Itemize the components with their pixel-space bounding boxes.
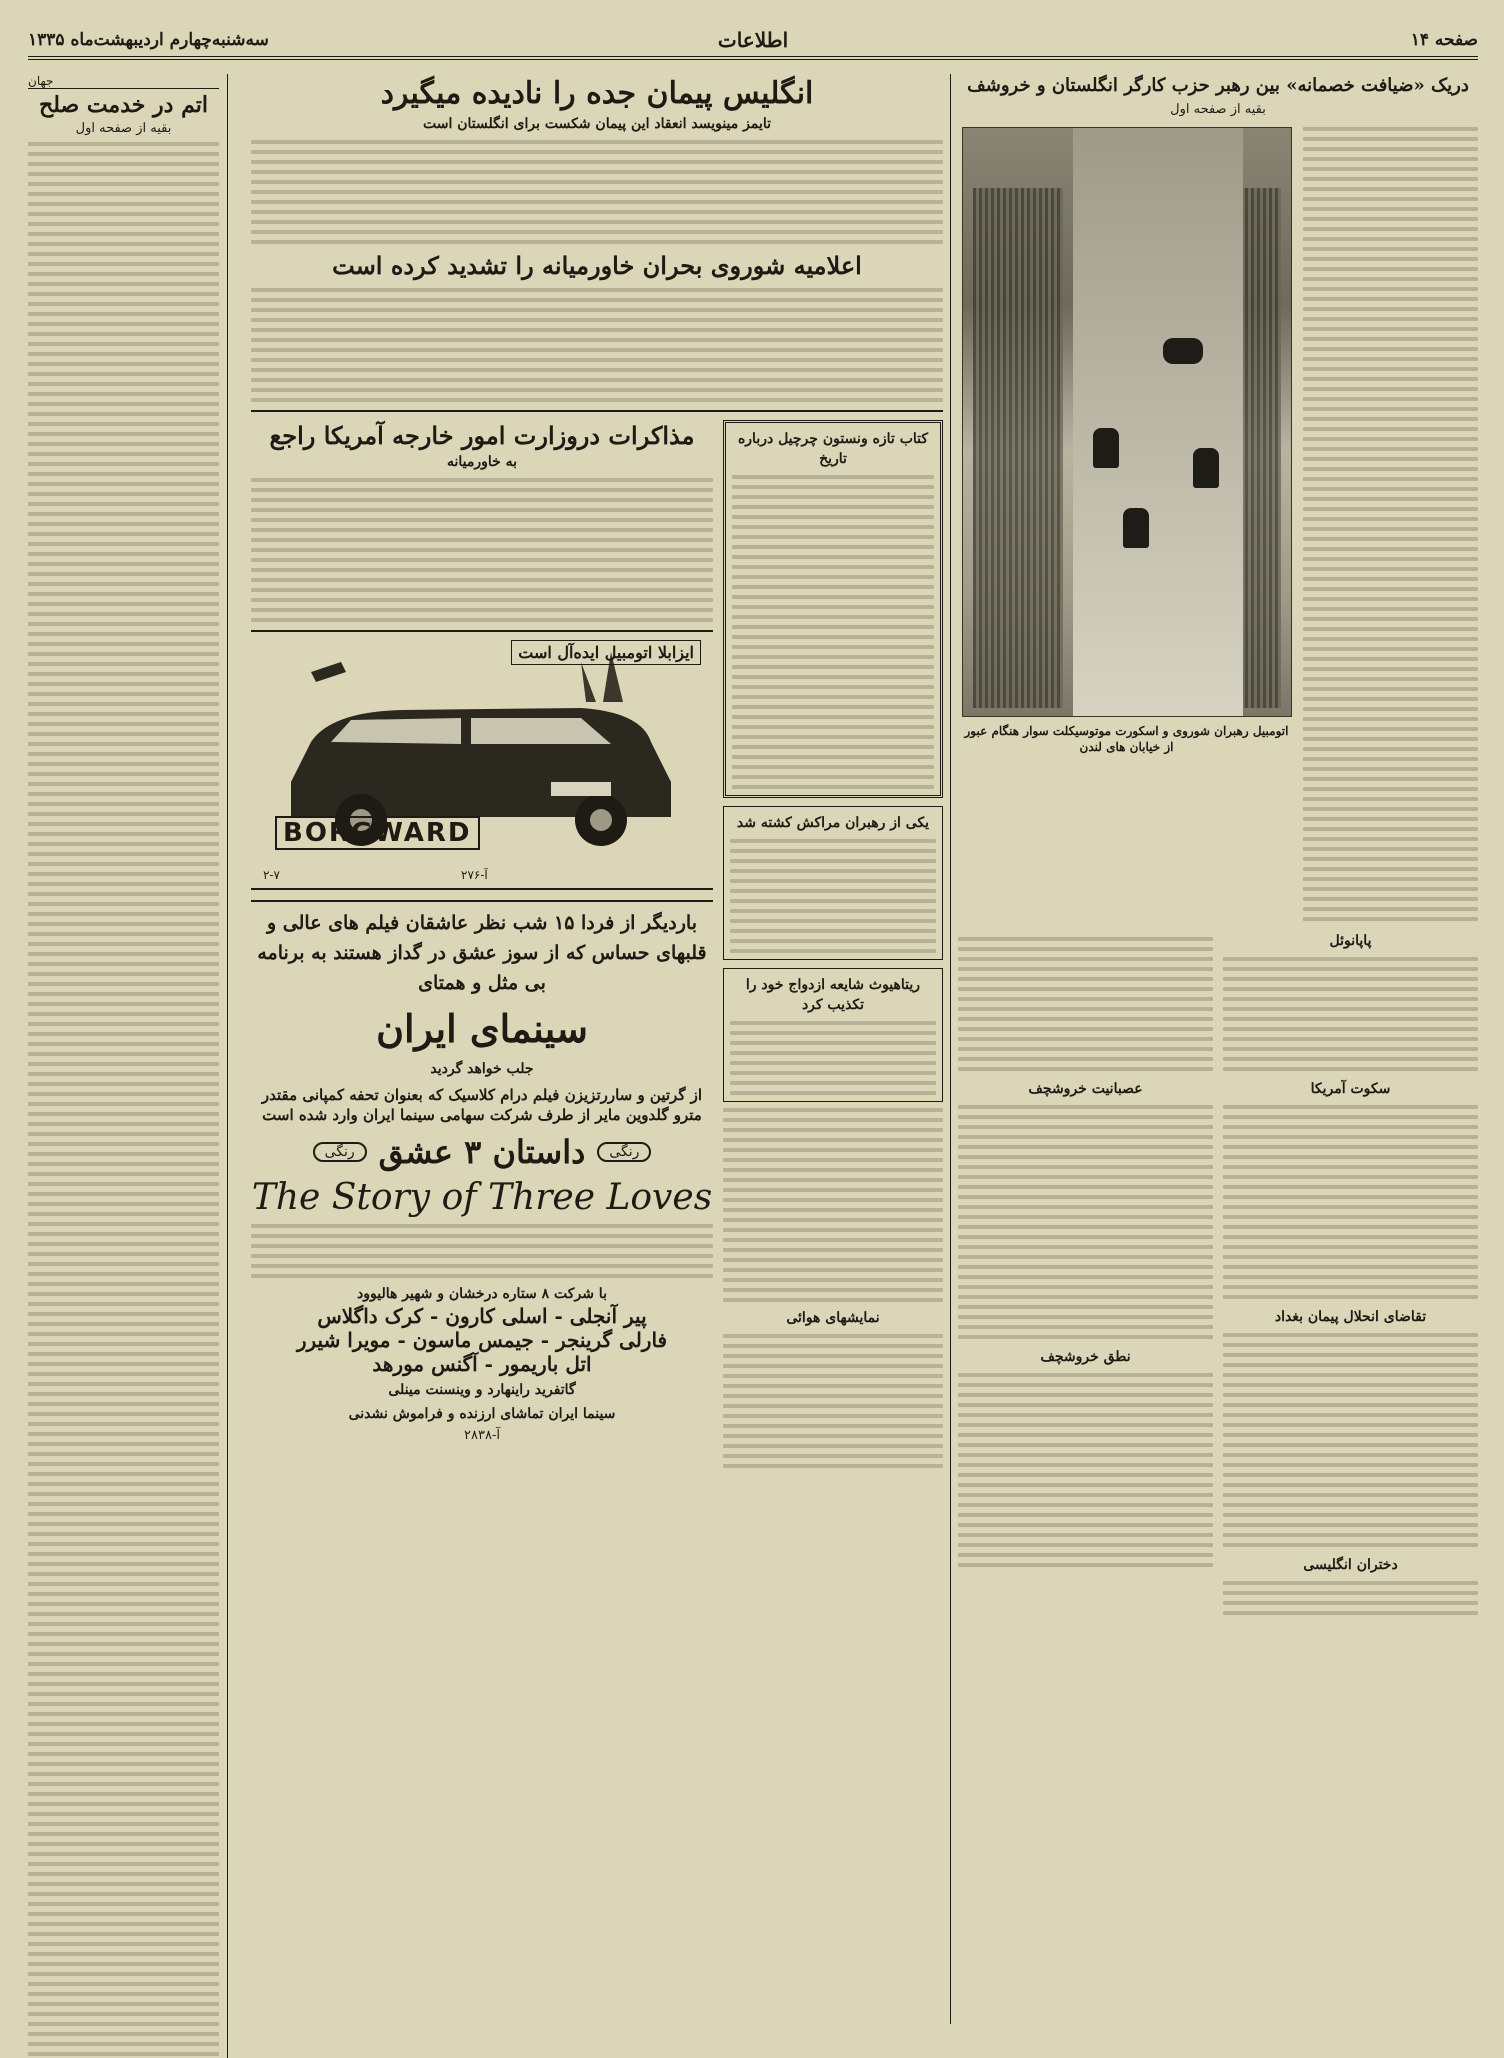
left-article [28,74,228,2058]
text-block [251,478,713,622]
stars-line: با شرکت ۸ ستاره درخشان و شهیر هالیوود [357,1286,607,1302]
right-headline: دریک «ضیافت خصمانه» بین رهبر حزب کارگر انگلستان و خروشف [967,75,1469,96]
cinema-name: سینمای ایران [376,1006,588,1051]
text-block [723,1108,943,1302]
right-text-col [1303,121,1478,921]
text-block [1223,1581,1478,1615]
text-block [28,142,219,2058]
text-block [958,1105,1213,1339]
color-tag: رنگی [313,1142,367,1162]
borgward-ad [251,630,713,890]
column-rule [950,74,951,2024]
atom-headline: اتم در خدمت صلح [39,92,208,118]
subhead-america-silence: سکوت آمریکا [1310,1081,1391,1097]
cinema-intro: باردیگر از فردا ۱۵ شب نظر عاشقان فیلم های عالی و قلبهای حساس که از سوز عشق در گداز هستند به برنامه بی مثل و همتای [257,912,707,994]
soviet-headline: اعلامیه شوروی بحران خاورمیانه را تشدید کرده است [332,251,862,280]
newspaper-page [28,24,1478,2034]
churchill-title: کتاب تازه ونستون چرچیل درباره تاریخ [737,431,929,467]
color-tag: رنگی [597,1142,651,1162]
cast-line-2: فارلی گرینجر - جیمس ماسون - مویرا شیرر [296,1328,668,1352]
text-block [723,1334,943,1468]
text-block [732,475,934,789]
cast-line-3: اتل باریمور - آگنس مورهد [372,1352,592,1376]
churchill-box [723,420,943,798]
text-block [1223,1105,1478,1299]
motorcycle-rider [1093,428,1119,468]
news-photo [962,127,1292,717]
jeddah-subhead: تایمز مینویسد انعقاد این پیمان شکست برای انگلستان است [422,116,772,132]
ad-code-3: آ-۲۸۳۸ [464,1428,500,1443]
subhead-baghdad-pact: تقاضای انحلال پیمان بغداد [1274,1309,1427,1325]
text-block [1223,957,1478,1071]
text-block [730,1021,936,1095]
cinema-attract: جلب خواهد گردید [430,1061,534,1077]
car [1163,338,1203,364]
cinema-ad [251,900,713,1443]
text-block [958,937,1213,1071]
photo-block [958,121,1295,921]
text-block [958,1373,1213,1567]
masthead: اطلاعات [717,28,789,52]
left-continued: بقیه از صفحه اول [75,121,172,136]
page-header [28,24,1478,60]
jeddah-headline: انگلیس پیمان جده را نادیده میگیرد [380,76,814,111]
street [1073,128,1243,716]
right-continued: بقیه از صفحه اول [1170,102,1266,117]
brand-logo: BORGWARD [275,816,480,850]
film-title-fa: داستان ۳ عشق [378,1133,586,1171]
subhead-papanoel: پاپانوئل [1329,933,1372,949]
motorcycle-rider [1123,508,1149,548]
section-kicker: جهان [28,74,219,89]
subhead-khrushchev-anger: عصبانیت خروشچف [1028,1081,1143,1097]
text-block [730,839,936,953]
issue-date: سه‌شنبه‌چهارم اردیبهشت‌ماه ۱۳۳۵ [28,30,269,50]
text-block [251,1224,713,1278]
crowd-left [973,188,1063,708]
morocco-box [723,806,943,960]
cinema-desc: از گرتین و ساررتزیزن فیلم درام کلاسیک که بعنوان تحفه کمپانی مقتدر مترو گلدوین مایر از طرف شرکت سهامی سینما ایران وارد شده است [261,1086,703,1124]
photo-caption: اتومبیل رهبران شوروی و اسکورت موتوسیکلت سوار هنگام عبور از خیابان های لندن [964,724,1289,754]
morocco-title: یکی از رهبران مراکش کشته شد [736,815,930,831]
ad-code-2: ۲-۷ [263,868,280,882]
right-article [958,74,1478,1615]
mid-left-subcol [251,420,713,1468]
text-block [251,288,943,402]
ad-slogan: ایزابلا اتومبیل ایده‌آل است [511,640,701,665]
cinema-footer: سینما ایران تماشای ارزنده و فراموش نشدنی [348,1406,616,1422]
rita-box [723,968,943,1102]
middle-section [251,74,943,1468]
text-block [1223,1333,1478,1547]
page-number: صفحه ۱۴ [1410,30,1478,50]
directors: گاتفرید راینهارد و وینسنت مینلی [388,1382,576,1398]
text-block [1303,127,1478,921]
motorcycle-rider [1193,448,1219,488]
mid-right-subcol [723,420,943,1468]
ad-code: آ-۲۷۶ [461,868,488,882]
us-talks-headline: مذاکرات دروزارت امور خارجه آمریکا راجع [269,421,695,450]
rita-title: ریتاهیوث شایعه ازدواج خود را تکذیب کرد [745,977,921,1013]
subhead-english-girls: دختران انگلیسی [1303,1557,1398,1573]
film-title-en: The Story of Three Loves [251,1177,713,1218]
us-talks-subhead: به خاورمیانه [446,454,518,470]
text-block [251,140,943,244]
cast-line-1: پیر آنجلی - اسلی کارون - کرک داگلاس [317,1304,647,1328]
subhead-khrushchev-speech: نطق خروشچف [1040,1349,1131,1365]
airshow-title: نمایشهای هوائی [786,1310,880,1326]
